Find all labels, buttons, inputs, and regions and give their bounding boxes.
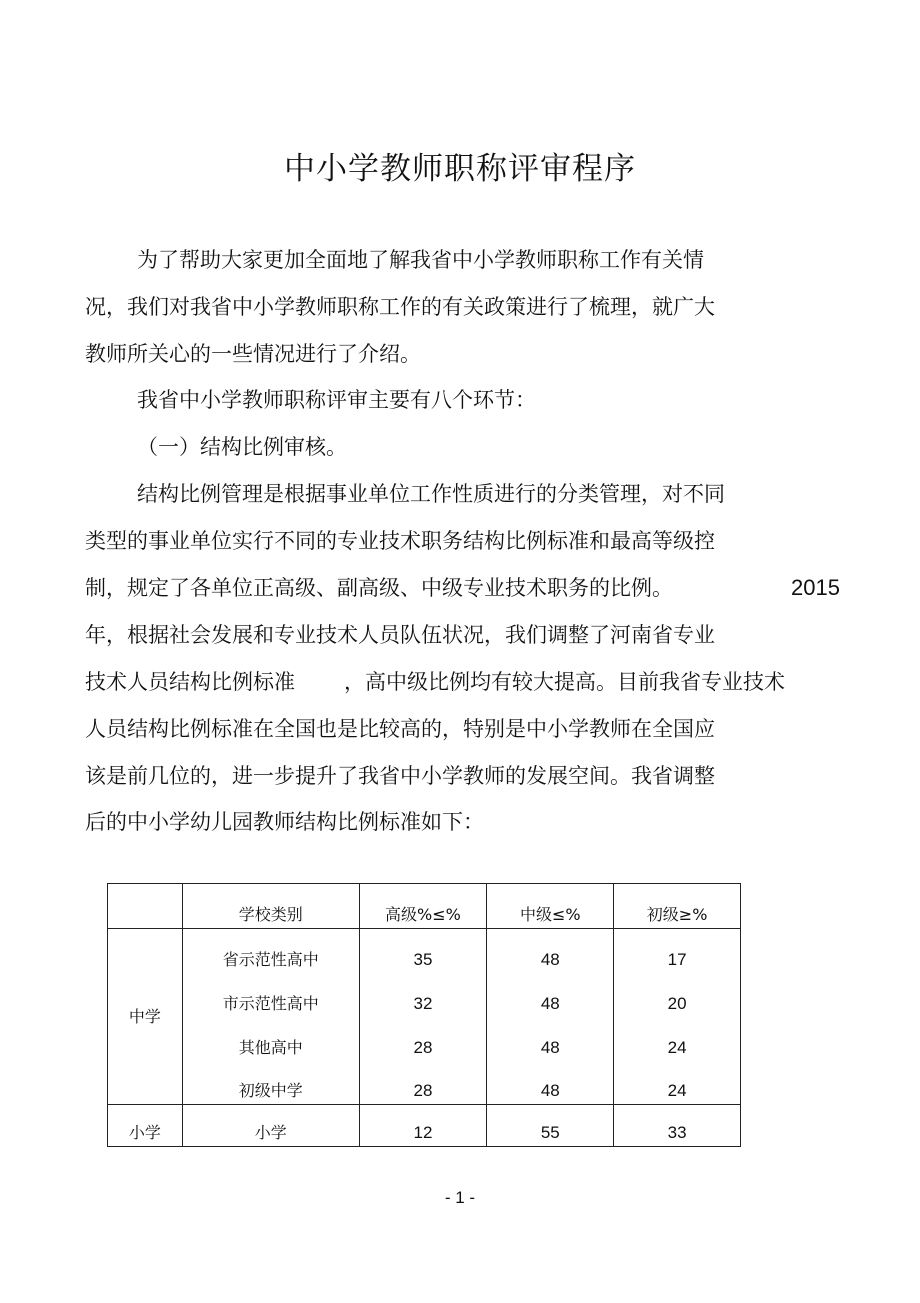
section-1-line-3: 制，规定了各单位正高级、副高级、中级专业技术职务的比例。 [85,576,673,600]
middle-value: 48 [487,1017,614,1061]
category-primary-school: 小学 [108,1105,183,1147]
table-row [108,1017,741,1061]
table-header-row [108,884,741,929]
section-1-line-6: 人员结构比例标准在全国也是比较高的，特别是中小学教师在全国应 [85,717,715,741]
section-1-line-5b: ，高中级比例均有较大提高。目前我省专业技术 [344,670,785,694]
middle-value: 55 [487,1105,614,1147]
senior-value: 32 [359,973,487,1017]
school-type-cell: 市示范性高中 [182,973,359,1017]
junior-value: 20 [614,973,741,1017]
section-1-line-7: 该是前几位的，进一步提升了我省中小学教师的发展空间。我省调整 [85,764,715,788]
junior-value: 33 [614,1105,741,1147]
senior-value: 35 [359,929,487,973]
senior-value: 28 [359,1061,487,1105]
header-middle: 中级≤% [487,884,614,929]
table-row [108,1105,741,1147]
school-type-cell: 初级中学 [182,1061,359,1105]
document-title: 中小学教师职称评审程序 [284,151,636,187]
intro-line-1: 为了帮助大家更加全面地了解我省中小学教师职称工作有关情 [137,248,704,272]
middle-value: 48 [487,929,614,973]
school-type-cell: 其他高中 [182,1017,359,1061]
school-type-cell: 省示范性高中 [182,929,359,973]
intro-line-2: 况，我们对我省中小学教师职称工作的有关政策进行了梳理，就广大 [85,295,715,319]
overview-line: 我省中小学教师职称评审主要有八个环节： [137,388,536,412]
senior-value: 28 [359,1017,487,1061]
table-row [108,929,741,973]
section-1-line-4: 年，根据社会发展和专业技术人员队伍状况，我们调整了河南省专业 [85,623,715,647]
header-junior: 初级≥% [614,884,741,929]
junior-value: 24 [614,1017,741,1061]
category-middle-school: 中学 [108,929,183,1105]
header-school-type: 学校类别 [182,884,359,929]
section-1-line-8: 后的中小学幼儿园教师结构比例标准如下： [85,810,484,834]
intro-line-3: 教师所关心的一些情况进行了介绍。 [85,342,421,366]
middle-value: 48 [487,1061,614,1105]
junior-value: 17 [614,929,741,973]
table-row [108,1061,741,1105]
header-senior: 高级%≤% [359,884,487,929]
senior-value: 12 [359,1105,487,1147]
page-number: - 1 - [444,1188,476,1207]
ratio-table [107,883,741,1147]
section-1-line-1: 结构比例管理是根据事业单位工作性质进行的分类管理，对不同 [137,482,725,506]
section-1-line-5a: 技术人员结构比例标准 [85,670,295,694]
table-row [108,973,741,1017]
year-number: 2015 [791,575,840,600]
section-1-line-2: 类型的事业单位实行不同的专业技术职务结构比例标准和最高等级控 [85,529,715,553]
junior-value: 24 [614,1061,741,1105]
section-1-heading: （一）结构比例审核。 [137,435,347,459]
middle-value: 48 [487,973,614,1017]
header-blank [108,884,183,929]
school-type-cell: 小学 [182,1105,359,1147]
